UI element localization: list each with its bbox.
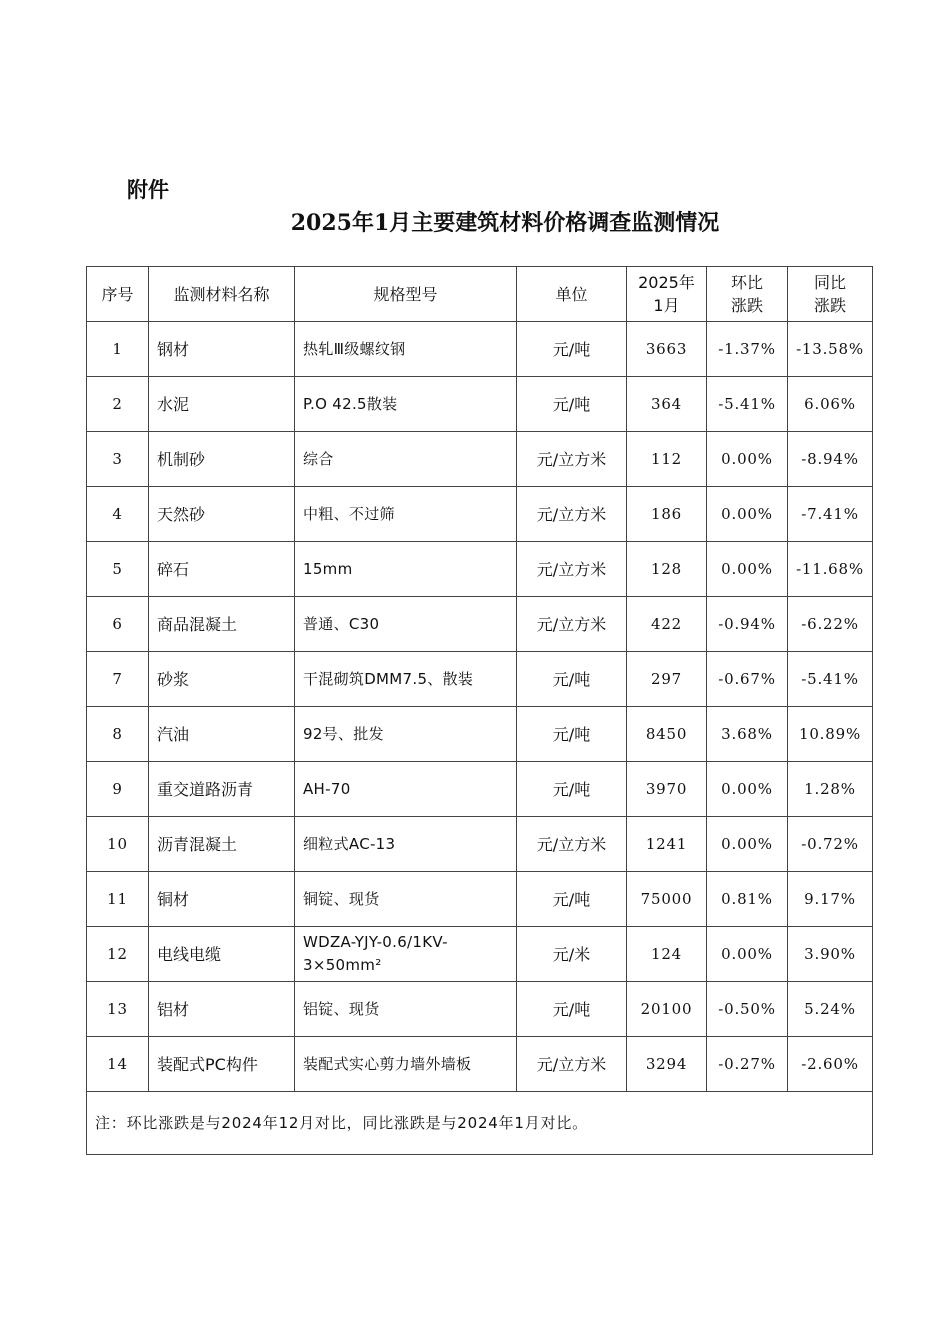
- table-row: [87, 652, 873, 707]
- cell-seq: 9: [87, 762, 149, 817]
- cell-seq: 8: [87, 707, 149, 762]
- cell-unit: 元/吨: [517, 652, 627, 707]
- header-name: 监测材料名称: [149, 267, 295, 322]
- cell-spec: 干混砌筑DMM7.5、散装: [295, 652, 517, 707]
- header-mom: 环比 涨跌: [707, 267, 788, 322]
- table-row: [87, 872, 873, 927]
- cell-spec: 热轧Ⅲ级螺纹钢: [295, 322, 517, 377]
- cell-price: 364: [627, 377, 707, 432]
- cell-name: 重交道路沥青: [149, 762, 295, 817]
- cell-yoy: 6.06%: [788, 377, 873, 432]
- cell-unit: 元/立方米: [517, 597, 627, 652]
- attachment-label: 附件: [127, 178, 169, 202]
- cell-mom: 3.68%: [707, 707, 788, 762]
- cell-name: 汽油: [149, 707, 295, 762]
- cell-mom: 0.00%: [707, 927, 788, 982]
- cell-spec: 细粒式AC-13: [295, 817, 517, 872]
- cell-unit: 元/立方米: [517, 432, 627, 487]
- header-yoy: 同比 涨跌: [788, 267, 873, 322]
- table-row: [87, 707, 873, 762]
- table-row: [87, 817, 873, 872]
- cell-mom: 0.00%: [707, 762, 788, 817]
- cell-name: 沥青混凝土: [149, 817, 295, 872]
- header-unit: 单位: [517, 267, 627, 322]
- cell-seq: 6: [87, 597, 149, 652]
- cell-name: 商品混凝土: [149, 597, 295, 652]
- cell-mom: -1.37%: [707, 322, 788, 377]
- note-row: [87, 1092, 873, 1155]
- cell-name: 天然砂: [149, 487, 295, 542]
- cell-seq: 4: [87, 487, 149, 542]
- table-row: [87, 322, 873, 377]
- cell-seq: 2: [87, 377, 149, 432]
- cell-spec: P.O 42.5散装: [295, 377, 517, 432]
- cell-name: 砂浆: [149, 652, 295, 707]
- cell-yoy: 5.24%: [788, 982, 873, 1037]
- cell-seq: 10: [87, 817, 149, 872]
- cell-spec: 综合: [295, 432, 517, 487]
- header-price: 2025年 1月: [627, 267, 707, 322]
- cell-mom: 0.00%: [707, 487, 788, 542]
- cell-spec: 92号、批发: [295, 707, 517, 762]
- cell-mom: 0.00%: [707, 817, 788, 872]
- cell-mom: 0.00%: [707, 432, 788, 487]
- cell-price: 3294: [627, 1037, 707, 1092]
- cell-name: 铝材: [149, 982, 295, 1037]
- cell-yoy: 1.28%: [788, 762, 873, 817]
- cell-seq: 12: [87, 927, 149, 982]
- table-row: [87, 597, 873, 652]
- cell-yoy: -13.58%: [788, 322, 873, 377]
- cell-unit: 元/立方米: [517, 1037, 627, 1092]
- cell-unit: 元/立方米: [517, 817, 627, 872]
- table-row: [87, 542, 873, 597]
- cell-spec: 装配式实心剪力墙外墙板: [295, 1037, 517, 1092]
- cell-mom: 0.00%: [707, 542, 788, 597]
- cell-unit: 元/吨: [517, 982, 627, 1037]
- cell-seq: 3: [87, 432, 149, 487]
- cell-spec: 普通、C30: [295, 597, 517, 652]
- cell-name: 铜材: [149, 872, 295, 927]
- cell-name: 钢材: [149, 322, 295, 377]
- cell-mom: -5.41%: [707, 377, 788, 432]
- cell-spec: 铝锭、现货: [295, 982, 517, 1037]
- cell-yoy: 3.90%: [788, 927, 873, 982]
- cell-price: 124: [627, 927, 707, 982]
- cell-price: 422: [627, 597, 707, 652]
- table-header-row: [87, 267, 873, 322]
- cell-seq: 13: [87, 982, 149, 1037]
- cell-seq: 14: [87, 1037, 149, 1092]
- cell-price: 20100: [627, 982, 707, 1037]
- cell-yoy: -2.60%: [788, 1037, 873, 1092]
- cell-unit: 元/米: [517, 927, 627, 982]
- table-row: [87, 1037, 873, 1092]
- cell-spec: 中粗、不过筛: [295, 487, 517, 542]
- cell-price: 1241: [627, 817, 707, 872]
- cell-price: 3970: [627, 762, 707, 817]
- cell-yoy: -5.41%: [788, 652, 873, 707]
- cell-spec: WDZA-YJY-0.6/1KV-3×50mm²: [295, 927, 517, 982]
- cell-mom: -0.50%: [707, 982, 788, 1037]
- table-row: [87, 927, 873, 982]
- cell-seq: 11: [87, 872, 149, 927]
- table-row: [87, 432, 873, 487]
- cell-yoy: -8.94%: [788, 432, 873, 487]
- cell-price: 3663: [627, 322, 707, 377]
- cell-price: 8450: [627, 707, 707, 762]
- cell-yoy: 9.17%: [788, 872, 873, 927]
- cell-price: 112: [627, 432, 707, 487]
- cell-mom: 0.81%: [707, 872, 788, 927]
- cell-unit: 元/吨: [517, 762, 627, 817]
- cell-price: 186: [627, 487, 707, 542]
- table-row: [87, 762, 873, 817]
- cell-seq: 5: [87, 542, 149, 597]
- cell-seq: 1: [87, 322, 149, 377]
- cell-price: 128: [627, 542, 707, 597]
- cell-unit: 元/吨: [517, 872, 627, 927]
- cell-name: 水泥: [149, 377, 295, 432]
- cell-spec: AH-70: [295, 762, 517, 817]
- cell-unit: 元/吨: [517, 377, 627, 432]
- document-title: 2025年1月主要建筑材料价格调查监测情况: [290, 210, 720, 236]
- table-note: 注：环比涨跌是与2024年12月对比，同比涨跌是与2024年1月对比。: [87, 1092, 873, 1155]
- table-row: [87, 377, 873, 432]
- cell-unit: 元/立方米: [517, 487, 627, 542]
- table-row: [87, 982, 873, 1037]
- cell-price: 297: [627, 652, 707, 707]
- cell-unit: 元/吨: [517, 322, 627, 377]
- cell-name: 装配式PC构件: [149, 1037, 295, 1092]
- cell-unit: 元/吨: [517, 707, 627, 762]
- price-table: [86, 266, 873, 1155]
- cell-name: 机制砂: [149, 432, 295, 487]
- table-row: [87, 487, 873, 542]
- cell-unit: 元/立方米: [517, 542, 627, 597]
- cell-yoy: -7.41%: [788, 487, 873, 542]
- cell-spec: 15mm: [295, 542, 517, 597]
- cell-spec: 铜锭、现货: [295, 872, 517, 927]
- cell-mom: -0.67%: [707, 652, 788, 707]
- cell-name: 电线电缆: [149, 927, 295, 982]
- cell-seq: 7: [87, 652, 149, 707]
- header-spec: 规格型号: [295, 267, 517, 322]
- cell-name: 碎石: [149, 542, 295, 597]
- header-seq: 序号: [87, 267, 149, 322]
- cell-mom: -0.27%: [707, 1037, 788, 1092]
- cell-yoy: 10.89%: [788, 707, 873, 762]
- cell-yoy: -11.68%: [788, 542, 873, 597]
- cell-yoy: -6.22%: [788, 597, 873, 652]
- cell-yoy: -0.72%: [788, 817, 873, 872]
- cell-mom: -0.94%: [707, 597, 788, 652]
- cell-price: 75000: [627, 872, 707, 927]
